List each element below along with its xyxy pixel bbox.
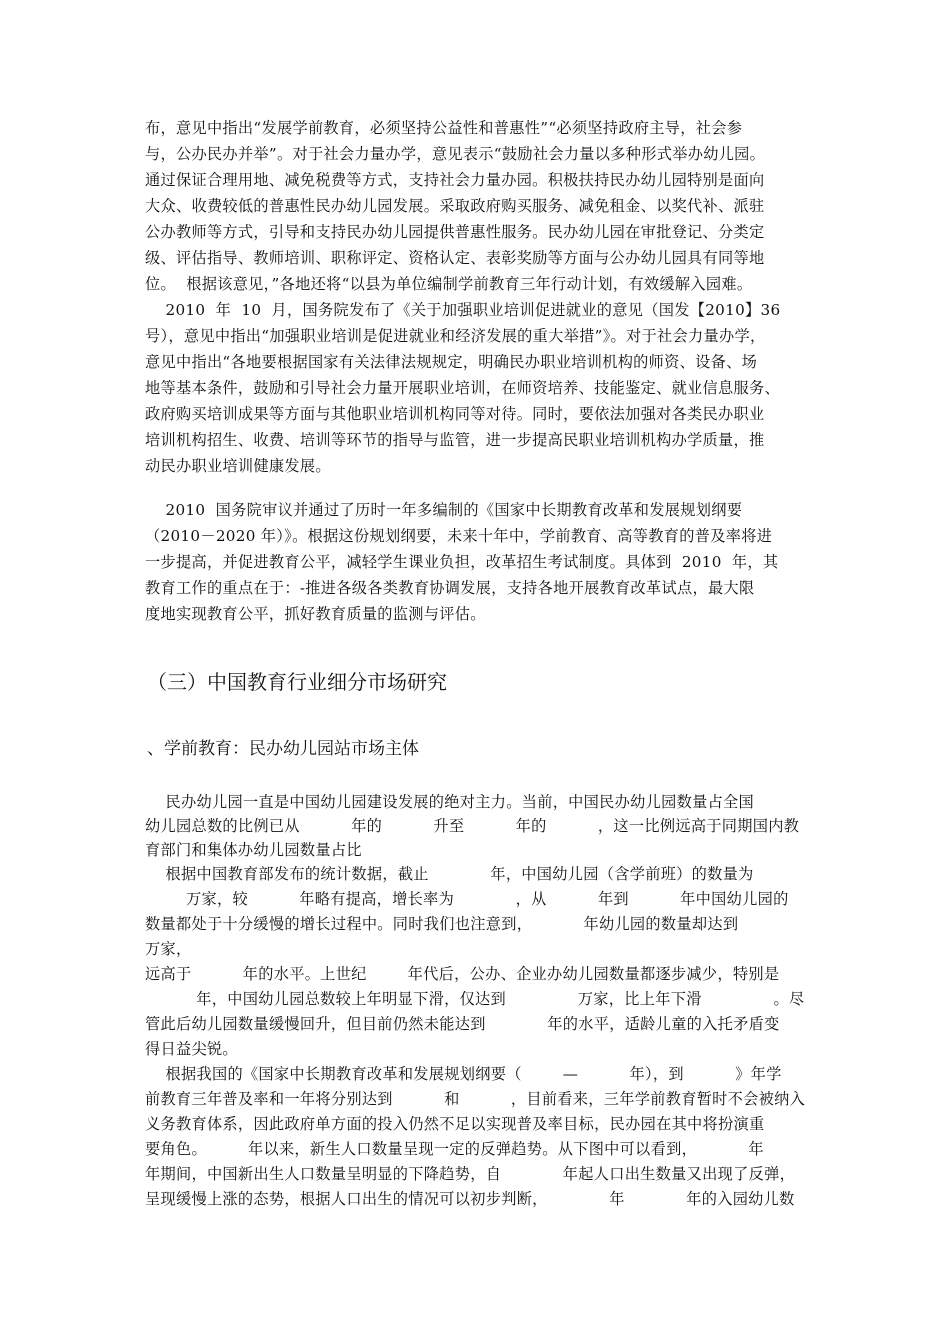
paragraph-1-line-7: 位。 根据该意见，”各地还将“以县为单位编制学前教育三年行动计划，有效缓解入园难。 [145, 275, 753, 293]
paragraph-2-line-7: 动民办职业培训健康发展。 [145, 457, 331, 475]
paragraph-6-line-2: 前教育三年普及率和一年将分别达到 和 ，目前看来，三年学前教育暂时不会被纳入 [145, 1090, 806, 1108]
paragraph-2-line-6: 培训机构招生、收费、培训等环节的指导与监管，进一步提高民职业培训机构办学质量，推 [145, 431, 765, 449]
paragraph-2-line-2: 号），意见中指出“加强职业培训是促进就业和经济发展的重大举措”》。对于社会力量办学， [145, 327, 766, 345]
paragraph-5-line-1: 根据中国教育部发布的统计数据，截止 年，中国幼儿园（含学前班）的数量为 [145, 865, 754, 883]
paragraph-1-line-3: 通过保证合理用地、减免税费等方式，支持社会力量办园。积极扶持民办幼儿园特别是面向 [145, 171, 765, 189]
paragraph-1-line-4: 大众、收费较低的普惠性民办幼儿园发展。采取政府购买服务、减免租金、以奖代补、派驻 [145, 197, 765, 215]
paragraph-2-line-1: 2010 年 10 月，国务院发布了《关于加强职业培训促进就业的意见（国发【2010】36 [145, 301, 781, 319]
paragraph-3-line-2: （2010－2020 年）》。根据这份规划纲要，未来十年中，学前教育、高等教育的普及率将进 [145, 527, 773, 545]
paragraph-3-line-4: 教育工作的重点在于：-推进各级各类教育协调发展，支持各地开展教育改革试点，最大限 [145, 579, 755, 597]
sub-heading: 、学前教育：民办幼儿园站市场主体 [147, 739, 419, 759]
paragraph-2-line-3: 意见中指出“各地要根据国家有关法律法规规定，明确民办职业培训机构的师资、设备、场 [145, 353, 758, 371]
paragraph-4-line-3: 育部门和集体办幼儿园数量占比 [145, 841, 362, 859]
paragraph-5-line-5: 远高于 年的水平。上世纪 年代后，公办、企业办幼儿园数量都逐步减少，特别是 [145, 965, 780, 983]
paragraph-1-line-2: 与，公办民办并举”。对于社会力量办学，意见表示“鼓励社会力量以多种形式举办幼儿园。 [145, 145, 766, 163]
paragraph-5-line-7: 管此后幼儿园数量缓慢回升，但目前仍然未能达到 年的水平，适龄儿童的入托矛盾变 [145, 1015, 780, 1033]
paragraph-6-line-5: 年期间，中国新出生人口数量呈明显的下降趋势，自 年起人口出生数量又出现了反弹， [145, 1165, 796, 1183]
paragraph-1-line-5: 公办教师等方式，引导和支持民办幼儿园提供普惠性服务。民办幼儿园在审批登记、分类定 [145, 223, 765, 241]
paragraph-6-line-6: 呈现缓慢上涨的态势，根据人口出生的情况可以初步判断， 年 年的入园幼儿数 [145, 1190, 795, 1208]
paragraph-1-line-6: 级、评估指导、教师培训、职称评定、资格认定、表彰奖励等方面与公办幼儿园具有同等地 [145, 249, 765, 267]
paragraph-5-line-6: 年，中国幼儿园总数较上年明显下滑，仅达到 万家，比上年下滑 。尽 [145, 990, 805, 1008]
paragraph-2-line-4: 地等基本条件，鼓励和引导社会力量开展职业培训，在师资培养、技能鉴定、就业信息服务、 [145, 379, 780, 397]
paragraph-2-line-5: 政府购买培训成果等方面与其他职业培训机构同等对待。同时，要依法加强对各类民办职业 [145, 405, 765, 423]
paragraph-4-line-1: 民办幼儿园一直是中国幼儿园建设发展的绝对主力。当前，中国民办幼儿园数量占全国 [145, 793, 755, 811]
paragraph-3-line-1: 2010 国务院审议并通过了历时一年多编制的《国家中长期教育改革和发展规划纲要 [145, 501, 743, 519]
paragraph-6-line-1: 根据我国的《国家中长期教育改革和发展规划纲要（ — 年），到 》年学 [145, 1065, 782, 1083]
paragraph-5-line-8: 得日益尖锐。 [145, 1040, 238, 1058]
paragraph-1-line-1: 布，意见中指出“发展学前教育，必须坚持公益性和普惠性”“必须坚持政府主导，社会参 [145, 119, 743, 137]
paragraph-6-line-4: 要角色。 年以来，新生人口数量呈现一定的反弹趋势。从下图中可以看到， 年 [145, 1140, 764, 1158]
paragraph-5-line-4: 万家， [145, 940, 192, 958]
paragraph-4-line-2: 幼儿园总数的比例已从 年的 升至 年的 ，这一比例远高于同期国内教 [145, 817, 800, 835]
section-heading: （三）中国教育行业细分市场研究 [147, 670, 447, 694]
paragraph-6-line-3: 义务教育体系，因此政府单方面的投入仍然不足以实现普及率目标，民办园在其中将扮演重 [145, 1115, 765, 1133]
paragraph-3-line-3: 一步提高，并促进教育公平，减轻学生课业负担，改革招生考试制度。具体到 2010 年，其 [145, 553, 779, 571]
paragraph-3-line-5: 度地实现教育公平，抓好教育质量的监测与评估。 [145, 605, 486, 623]
paragraph-5-line-3: 数量都处于十分缓慢的增长过程中。同时我们也注意到， 年幼儿园的数量却达到 [145, 915, 739, 933]
paragraph-5-line-2: 万家，较 年略有提高，增长率为 ，从 年到 年中国幼儿园的 [145, 890, 789, 908]
